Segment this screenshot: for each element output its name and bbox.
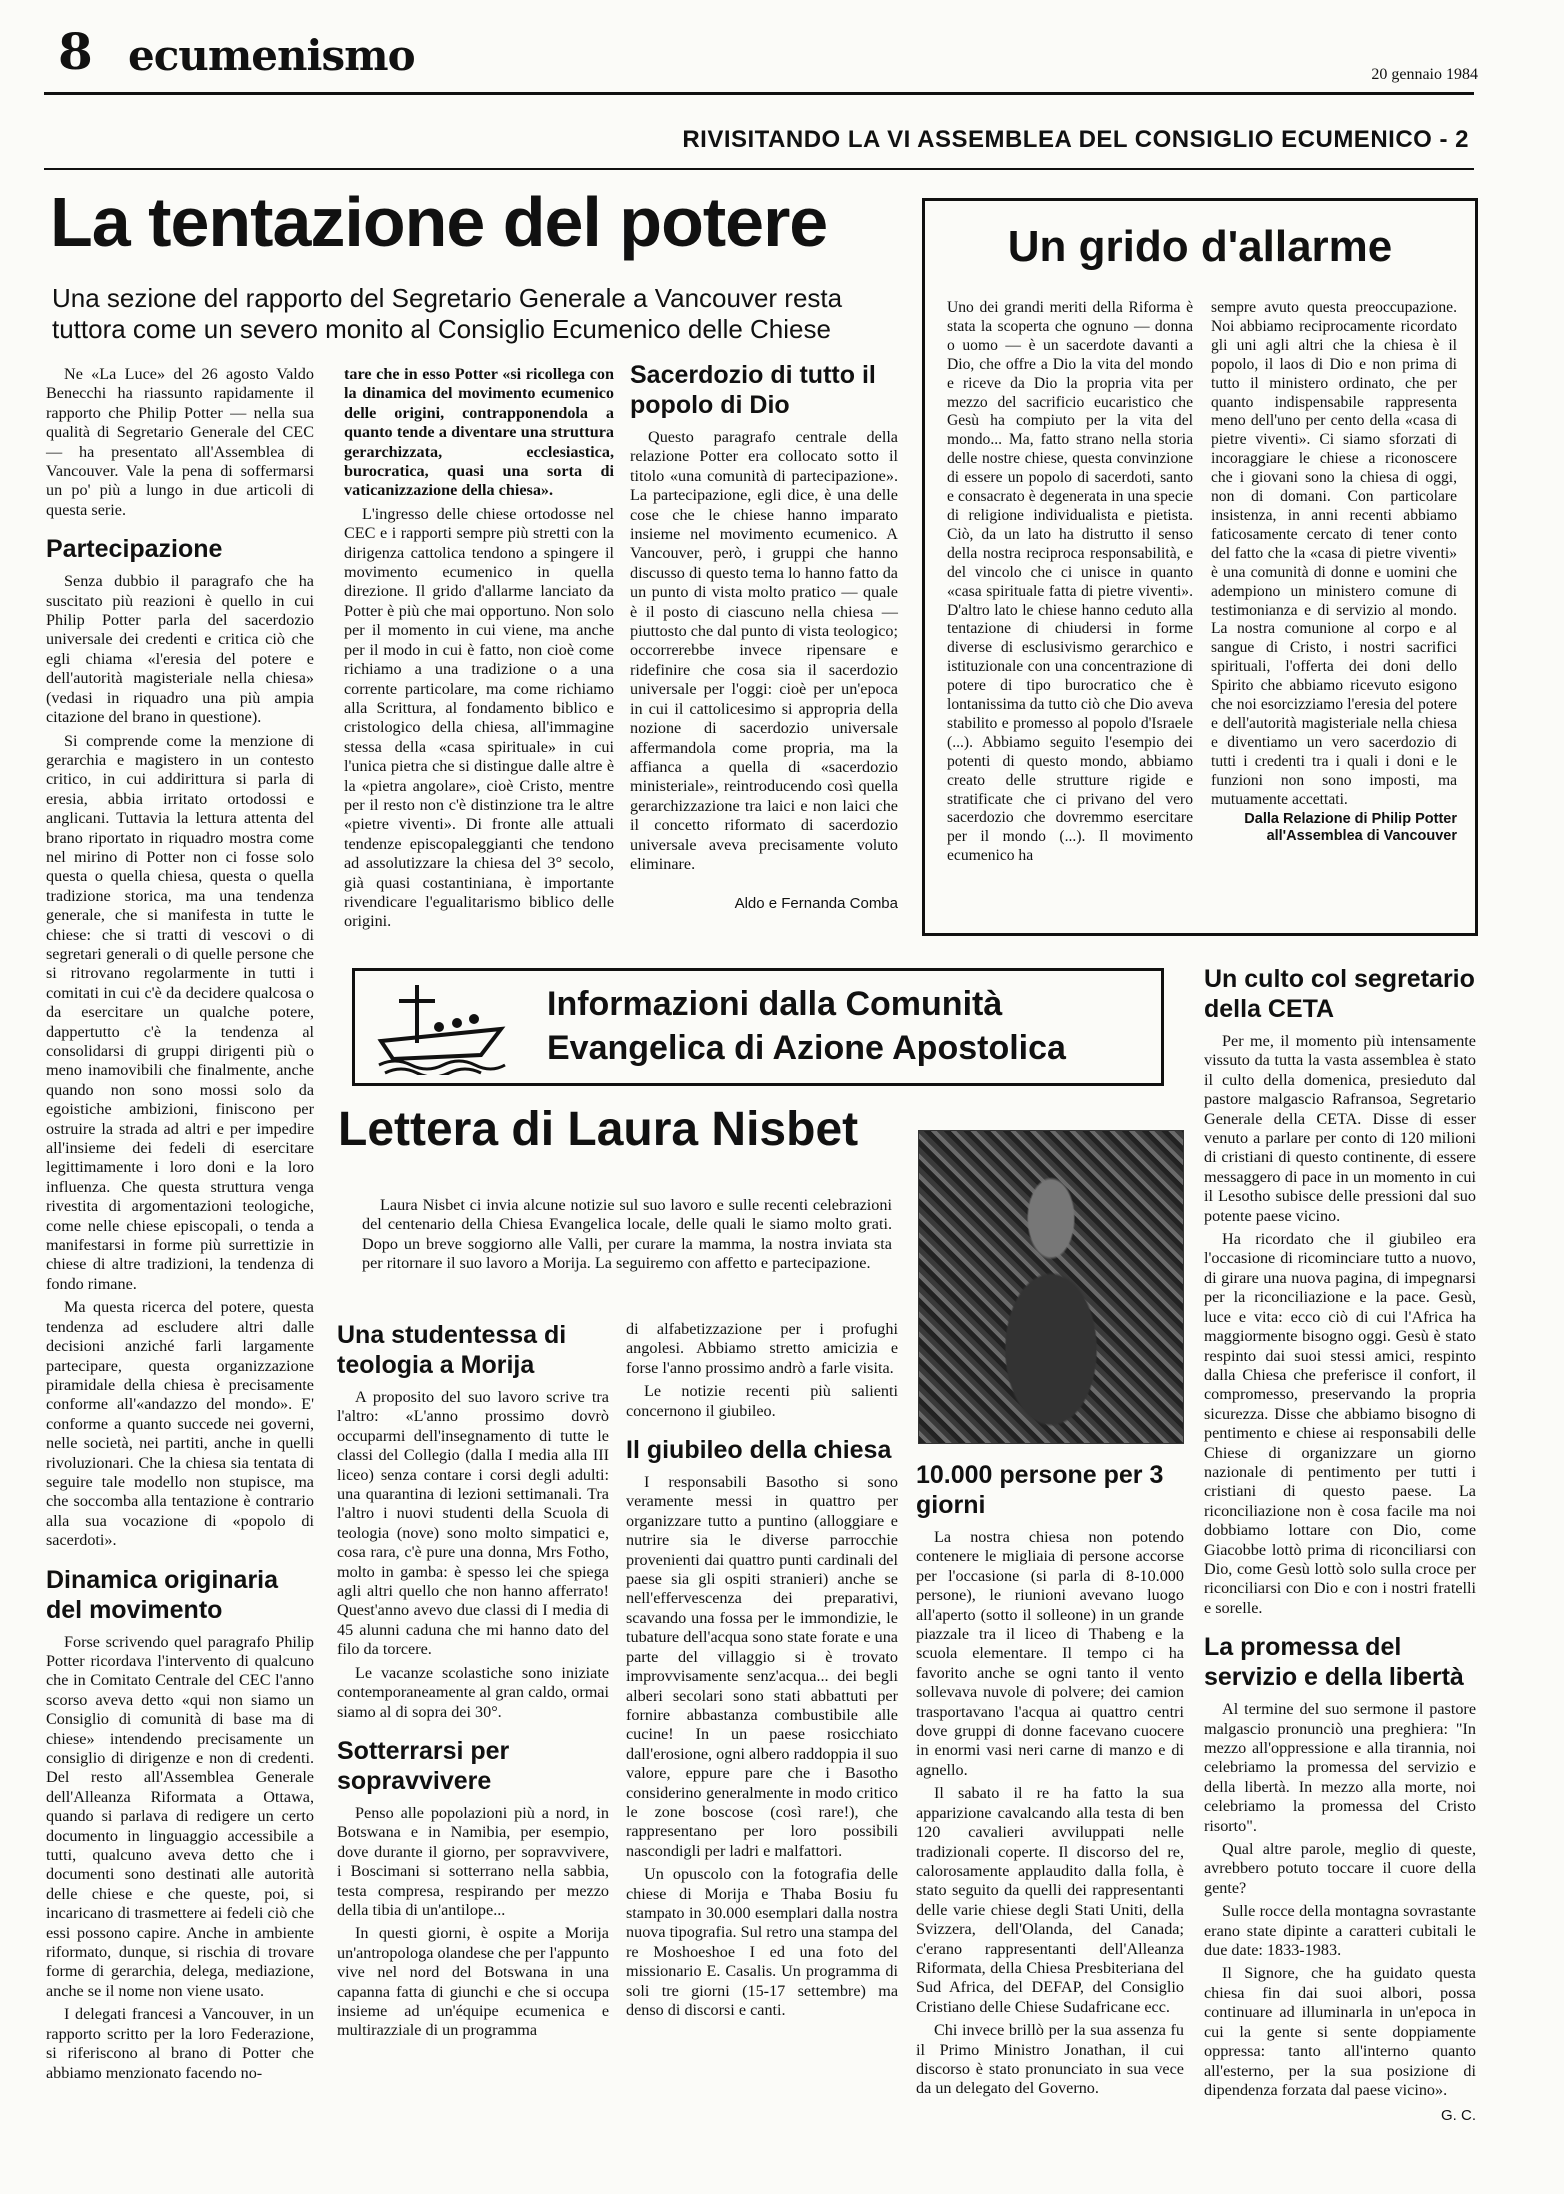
lead-paragraph: I delegati francesi a Vancouver, in un rapporto scritto per la loro Federazione, si riferiscono al brano di Potter che abbiamo menzionato facendo no-	[46, 2005, 314, 2082]
subhead-promessa: La promessa del servizio e della libertà	[1204, 1633, 1464, 1692]
lettera-paragraph: In questi giorni, è ospite a Morija un'antropologa olandese che per l'appunto vive nel nord del Botswana in una capanna fatta di giunchi e che si occupa insieme ad un'équipe ecumenica e multirazziale di un programma	[337, 1924, 609, 2040]
lettera-paragraph: di alfabetizzazione per i profughi angolesi. Abbiamo stretto amicizia e forse l'anno prossimo andrò a farle visita.	[626, 1320, 898, 1377]
alarm-box	[922, 198, 1478, 936]
alarm-box-right-text: sempre avuto questa preoccupazione. Noi abbiamo reciprocamente ricordato gli uni agli altri che la chiesa è il popolo, il laos di Dio e non prima di tutto il ministero ordinato, che per quanto indispensabile rappresenta meno dell'uno per cento della «casa di pietre viventi». Ci siamo sforzati di incoraggiare le chiese a riconoscere che i giovani sono la chiesa di oggi, non di domani. Con particolare insistenza, in anni recenti abbiamo faticosamente cercato di tener conto del fatto che la «casa di pietre viventi» è una comunità di donne e uomini che adempiono un ministero comune di testimonianza e di servizio al mondo. La nostra comunione al corpo e al sangue di Cristo, i nostri sacrifici spirituali, l'offerta dei doni dello Spirito che abbiamo ricevuto esigono che noi esorcizziamo l'eresia del potere e dell'autorità magisteriale nella chiesa e diventiamo un vero sacerdozio di tutti i credenti tra i quali i doni e le funzioni non sono imposti, ma mutuamente accettati.	[1211, 299, 1457, 808]
lettera-paragraph: I responsabili Basotho si sono veramente messi in quattro per organizzare tutto a puntino (alloggiare e nutrire sia le diverse parrocchie provenienti dai quattro punti cardinali del paese sia gli ospiti stranieri) anche se nell'effervescenza dei preparativi, scavando una fossa per le immondizie, le tubature dell'acqua sono state forate e una parte del villaggio si è trovato improvvisamente senz'acqua... dei begli alberi secolari sono stati abbattuti per fornire abbastanza combustibile alle cucine! In un paese rosicchiato dall'erosione, ogni albero raddoppia il suo valore, eppure pare che i Basotho considerino generalmente in modo critico le zone boscose (così rare!), che rappresentano per loro possibili nascondigli per ladri e malfattori.	[626, 1473, 898, 1860]
lead-column-1	[46, 365, 314, 2087]
masthead-rule	[44, 92, 1474, 95]
lettera-paragraph: Le vacanze scolastiche sono iniziate contemporaneamente al gran caldo, ormai siamo al di sopra dei 30°.	[337, 1663, 609, 1721]
lead-quote-paragraph: tare che in esso Potter «si ricollega con la dinamica del movimento ecumenico delle origini, contrapponendola a quanto tende a diventare una struttura gerarchizzata, ecclesiastica, burocratica, quasi una sorta di vaticanizzazione della chiesa».	[344, 365, 614, 500]
lettera-column-b	[626, 1320, 898, 2024]
subhead-sacerdozio: Sacerdozio di tutto il popolo di Dio	[630, 361, 876, 419]
subhead-dinamica: Dinamica originaria del movimento	[46, 1565, 279, 1624]
kicker-rule	[44, 168, 1474, 170]
lead-paragraph: L'ingresso delle chiese ortodosse nel CEC e i rapporti sempre più stretti con la dirigenza cattolica tendono a spingere il movimento ecumenico in quella direzione. Il grido d'allarme lanciato da Potter è più che mai opportuno. Non solo per il momento in cui viene, ma anche per il modo in cui è fatto, non cioè come richiamo a una tradizione o a una corrente particolare, ma come richiamo alla Scrittura, al fondamento biblico e cristologico della chiesa, all'immagine stessa della «casa spirituale» in cui l'unica pietra che si distingue dalle altre è la «pietra angolare», cioè Cristo, mentre per il resto non c'è distinzione tra le altre «pietre viventi». Di fronte alle attuali tendenze episcopaleggianti che tendono ad assolutizzare la chiesa del 3° secolo, già quasi costantiniana, è importante rivendicare l'egualitarismo biblico delle origini.	[344, 504, 614, 931]
boat-cross-logo	[377, 979, 507, 1075]
alarm-box-credit: Dalla Relazione di Philip Potter all'Assemblea di Vancouver	[1244, 811, 1457, 845]
kicker: RIVISITANDO LA VI ASSEMBLEA DEL CONSIGLIO ECUMENICO - 2	[682, 126, 1469, 153]
lettera-paragraph: Chi invece brillò per la sua assenza fu il Primo Ministro Jonathan, il cui discorso è stato pronunciato in sua vece da un delegato del Governo.	[916, 2021, 1184, 2098]
lettera-paragraph: Al termine del suo sermone il pastore malgascio pronunciò una preghiera: "In mezzo all'oppressione e alla tirannia, noi celebriamo la promessa del servizio e della libertà. In mezzo alla morte, noi celebriamo la promessa del Cristo risorto".	[1204, 1700, 1476, 1835]
lettera-column-a	[337, 1320, 609, 2045]
lettera-column-d	[1204, 964, 1476, 2126]
lead-column-2	[344, 365, 614, 936]
lettera-intro: Laura Nisbet ci invia alcune notizie sul suo lavoro e sulle recenti celebrazioni del centenario della Chiesa Evangelica locale, delle quali le siamo molto grati. Dopo un breve soggiorno alle Valli, per curare la mamma, la nostra inviata sta per ritornare il suo lavoro a Morija. La seguiremo con affetto e partecipazione.	[362, 1196, 892, 1273]
lettera-headline: Lettera di Laura Nisbet	[338, 1103, 859, 1156]
lead-paragraph: Senza dubbio il paragrafo che ha suscitato più reazioni è quello in cui Philip Potter parla del sacerdozio universale dei credenti e critica ciò che egli chiama «l'eresia del potere e dell'autorità magisteriale nella chiesa» (vedasi in riquadro una più ampia citazione del brano in questione).	[46, 572, 314, 727]
lead-paragraph: Forse scrivendo quel paragrafo Philip Potter ricordava l'intervento di qualcuno che in Comitato Centrale del CEC l'anno scorso aveva detto «qui non siamo un Consiglio di comunità di base ma di chiese» intendendo precisamente un consiglio di dirigenze e non di credenti. Del resto all'Assemblea Generale dell'Alleanza Riformata a Ottawa, quando si parlava di redigere un certo documento in linguaggio accessibile a tutti, qualcuno aveva detto che i documenti sono destinati alle autorità delle chiese e che queste, poi, si incaricano di trasmettere ai fedeli ciò che essi possono capire. Anche in ambiente riformato, dunque, si rischia di trovare forme di gerarchia, delega, mediazione, anche se il nome non viene usato.	[46, 1632, 314, 2000]
lead-paragraph: Ne «La Luce» del 26 agosto Valdo Benecchi ha riassunto rapidamente il rapporto che Philip Potter — nella sua qualità di Segretario Generale del CEC — ha presentato all'Assemblea di Vancouver. Vale la pena di soffermarsi un po' più a lungo in due articoli di questa serie.	[46, 365, 314, 519]
lead-headline: La tentazione del potere	[50, 183, 828, 261]
subhead-partecipazione: Partecipazione	[46, 535, 223, 564]
info-banner	[352, 968, 1164, 1086]
subhead-persone: 10.000 persone per 3 giorni	[916, 1461, 1164, 1519]
lead-paragraph: Questo paragrafo centrale della relazione Potter era collocato sotto il titolo «una comunità di partecipazione». La partecipazione, egli dice, è una delle cose che le chiese hanno imparato insieme nel movimento ecumenico. A Vancouver, però, i gruppi che hanno discusso di questo tema lo hanno fatto da un punto di vista molto pratico — quale è il posto di ciascuno nella chiesa — piuttosto che dal punto di vista teologico; occorrerebbe invece ripensare e ridefinire che cosa sia il sacerdozio universale per l'oggi: cioè per un'epoca in cui il cattolicesimo si appropria della nozione di sacerdozio universale affermandola come propria, ma la affianca a quella di «sacerdozio ministeriale», reintroducendo così quella gerarchizzazione tra laici e non laici che il concetto riformato di sacerdozio universale aveva precisamente voluto eliminare.	[630, 428, 898, 873]
subhead-studentessa: Una studentessa di teologia a Morija	[337, 1321, 567, 1379]
subhead-sotterrarsi: Sotterrarsi per sopravvivere	[337, 1736, 510, 1795]
lead-paragraph: Ma questa ricerca del potere, questa tendenza ad escludere altri dalle decisioni anziché farli largamente partecipare, questa organizzazione piramidale della chiesa è precisamente conforme all'«andazzo del mondo». E' conforme a quanto succede nei governi, nelle società, nei partiti, anche in quelli rivoluzionari. Che la chiesa sia tentata di seguire tale modello non stupisce, ma che soccomba alla tentazione è contrario alla sua vocazione di «popolo di sacerdoti».	[46, 1298, 314, 1550]
alarm-box-right-column	[1211, 299, 1457, 845]
page-number: 8	[58, 22, 93, 81]
alarm-box-left-column: Uno dei grandi meriti della Riforma è stata la scoperta che ognuno — donna o uomo — è un sacerdote davanti a Dio, che offre a Dio la vita del mondo e riceve da Dio la propria vita per mezzo del sacrificio eucaristico che Gesù ha compiuto per la vita del mondo... Ma, fatto strano nella storia delle nostre chiese, questa convinzione di essere un popolo di sacerdoti, santo e consacrato è degenerata in una specie di religione individualista e pietista. Ciò, da un lato ha distrutto il senso della nostra reciproca responsabilità, e del vincolo che ci unisce in quanto «casa spirituale fatta di pietre viventi». D'altro lato le chiese hanno ceduto alla tentazione di chiudersi in forme diverse di esclusivismo gerarchico e istituzionale con una concentrazione di potere di tipo burocratico che è lontanissima da tutto ciò che Dio aveva stabilito e promesso al popolo d'Israele (...). Abbiamo seguito l'esempio dei potenti di questo mondo, abbiamo creato delle strutture rigide e stratificate che ci privano del vero sacerdozio che dovremmo esercitare per il mondo (...). Il movimento ecumenico ha	[947, 299, 1193, 865]
alarm-box-title: Un grido d'allarme	[1007, 222, 1393, 271]
lettera-paragraph: Sulle rocce della montagna sovrastante erano state dipinte a caratteri cubitali le due date: 1833-1983.	[1204, 1902, 1476, 1960]
lead-deck: Una sezione del rapporto del Segretario Generale a Vancouver resta tuttora come un severo monito al Consiglio Ecumenico delle Chiese	[52, 283, 843, 344]
issue-date: 20 gennaio 1984	[1371, 66, 1478, 83]
lettera-paragraph: La nostra chiesa non potendo contenere le migliaia di persone accorse per l'occasione (si parla di 8-10.000 persone), le riunioni avevano luogo all'aperto (sotto il solleone) in un grande piazzale tra il liceo di Thabeng e la scuola elementare. Il tempo ci ha favorito anche se ogni tanto il vento sollevava nuvole di polvere; dei camion trasportavano l'acqua ai quattro centri dove gruppi di donne facevano cuocere in enormi vasi neri carne di manzo e di agnello.	[916, 1528, 1184, 1779]
lettera-paragraph: Per me, il momento più intensamente vissuto da tutta la vasta assemblea è stato il culto della domenica, presieduto dal pastore malgascio Rafransoa, Segretario Generale della CETA. Disse di esser venuto a parlare per conto di 120 milioni di cristiani di questo continente, di essere messaggero di pace in un momento in cui il Lesotho subisce delle pressioni dal suo potente paese vicino.	[1204, 1032, 1476, 1225]
info-banner-line-2: Evangelica di Azione Apostolica	[547, 1029, 1066, 1067]
subhead-culto: Un culto col segretario della CETA	[1204, 965, 1475, 1023]
lettera-paragraph: Penso alle popolazioni più a nord, in Botswana e in Namibia, per esempio, dove durante il giorno, per sopravvivere, i Boscimani si sotterrano nella sabbia, testa compresa, respirando per mezzo della tibia di un'antilope...	[337, 1803, 609, 1919]
lead-paragraph: Si comprende come la menzione di gerarchia e magistero in un contesto critico, in cui addirittura si parla di eresia, abbia irritato ortodossi e anglicani. Tuttavia la lettura attenta del brano riportato in riquadro mostra come nel mirino di Potter non ci fosse solo questa o quella chiesa, questa o quella tradizione storica, ma una tendenza generale, che si manifesta in tutte le chiese: che si tratti di vescovi o di segretari generali o di quelle persone che si ritrovano regolarmente in tutti i comitati in cui c'è da decidere qualcosa o da esercitare un qualche potere, dappertutto c'è la tendenza al consolidarsi di gruppi dirigenti più o meno inamovibili che finalmente, anche quando non sono mossi solo da egoistiche ambizioni, finiscono per ostruire la strada ad altri e per impedire all'insieme dei fedeli di esercitare legittimamente i loro doni e la loro influenza. Che questa struttura venga rivestita di argomentazioni teologiche, come nelle chiese episcopali, o tenda a manifestarsi in forme più surrettizie in chiese di altre tradizioni, la tendenza di fondo rimane.	[46, 731, 314, 1293]
lettera-paragraph: Il sabato il re ha fatto la sua apparizione cavalcando alla testa di ben 120 cavalieri avviluppati nelle tradizionali coperte. Il discorso del re, calorosamente applaudito dalla folla, è stato seguito da quelli dei rappresentanti delle varie chiese degli Stati Uniti, della Svizzera, dell'Olanda, del Canada; c'erano rappresentanti dell'Alleanza Riformata, della Chiesa Presbiteriana del Sud Africa, del DEFAP, del Consiglio Cristiano delle Chiese Sudafricane ecc.	[916, 1784, 1184, 2016]
subhead-giubileo: Il giubileo della chiesa	[626, 1436, 892, 1465]
lettera-signature: G. C.	[1440, 2107, 1476, 2125]
lettera-column-c	[916, 1460, 1184, 2103]
lettera-paragraph: Un opuscolo con la fotografia delle chiese di Morija e Thaba Bosiu fu stampato in 30.000 esemplari dalla nostra nuova tipografia. Sul retro una stampa del re Moshoeshoe I ed una foto del missionario E. Casalis. Un programma di soli tre giorni (15-17 settembre) ma denso di discorsi e canti.	[626, 1865, 898, 2019]
lead-column-3	[630, 360, 898, 914]
info-banner-line-1: Informazioni dalla Comunità	[547, 985, 1003, 1023]
lead-signature: Aldo e Fernanda Comba	[734, 895, 898, 913]
lettera-paragraph: Il Signore, che ha guidato questa chiesa fin dai suoi albori, possa continuare ad illuminarla in un'epoca in cui la gente si sente doppiamente oppressa: tanto all'interno quanto all'esterno, per la sua posizione di dipendenza forzata dal paese vicino».	[1204, 1964, 1476, 2099]
lettera-paragraph: Qual altre parole, meglio di queste, avrebbero potuto toccare il cuore della gente?	[1204, 1840, 1476, 1897]
lettera-paragraph: A proposito del suo lavoro scrive tra l'altro: «L'anno prossimo dovrò occuparmi dell'insegnamento di tutte le classi del Collegio (dalla I media alla III liceo) senza contare i corsi degli adulti: una quarantina di lezioni settimanali. Tra l'altro i nuovi studenti della Scuola di teologia (nove) sono molto simpatici e, cosa rara, c'è pure una donna, Mrs Fotho, molto in gamba: è spesso lei che spiega agli altri quello che non hanno afferrato! Quest'anno avevo due classi di I media di 45 alunni caduna che mi hanno dato del filo da torcere.	[337, 1388, 609, 1659]
lettera-paragraph: Le notizie recenti più salienti concernono il giubileo.	[626, 1382, 898, 1420]
masthead	[58, 22, 1478, 92]
section-title: ecumenismo	[128, 31, 415, 80]
lettera-paragraph: Ha ricordato che il giubileo era l'occasione di ricominciare tutto a nuovo, di girare una nuova pagina, di impegnarsi per la riconciliazione e la pace. Gesù, luce e vita: ecco ciò di cui l'Africa ha maggiormente bisogno oggi. Gesù è stato respinto dai suoi stessi amici, respinto dalla Chiesa che preferisce il confort, il compromesso, preservando la propria sicurezza. Disse che abbiamo bisogno di pentimento e chiese ai responsabili delle Chiese di organizzare un giorno nazionale di pentimento per tutti i cristiani di questo paese. La riconciliazione non è cosa facile ma noi dobbiamo lottare con Dio, come Giacobbe lottò prima di riconciliarsi con Dio, come Gesù lottò solo sulla croce per riconciliarsi con Dio e con i nostri fratelli e sorelle.	[1204, 1230, 1476, 1617]
laura-nisbet-photo	[918, 1130, 1184, 1444]
